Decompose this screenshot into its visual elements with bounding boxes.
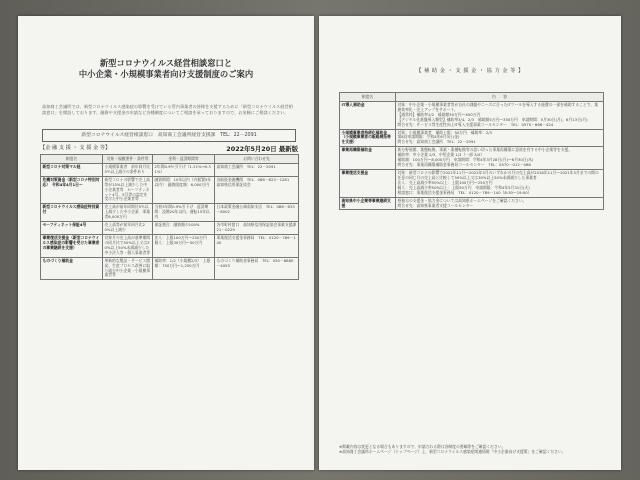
- table-header-row: [41, 155, 299, 164]
- table-cell: 対象：小規模事業者 補助上限：50万円 補助率：2/3 第8回申請期限：令和4年6月3日(金) 問合せ先：高知商工会議所 TEL：22－2091: [396, 129, 604, 147]
- header-cell: 制度名: [41, 155, 103, 164]
- program-name-cell: 新型コロナウイルス感染症特別貸付: [41, 204, 103, 222]
- table-cell: 融資期間：10年以内（内据置5年以内） 融資限度額：6,000万円: [153, 176, 215, 204]
- table-row: [41, 222, 299, 235]
- list-title-row: [40, 144, 298, 153]
- table-cell: 高知商工会議所 TEL：22－2091: [215, 163, 299, 176]
- flyer-title-line1: 新型コロナウイルス経営相談窓口と: [99, 58, 233, 68]
- program-name-cell: IT導入補助金: [340, 101, 396, 129]
- table-header-row: [340, 93, 604, 102]
- flyer-title-line2: 中小企業・小規模事業者向け支援制度のご案内: [78, 69, 254, 80]
- header-cell: 制度名: [340, 93, 396, 102]
- table-cell: 保証割合：融資額の100%: [153, 222, 215, 235]
- table-cell: 新分野展開、業態転換、事業・業種転換等の思い切った事業再構築に意欲を有する中小企業等を支援。 補助率：中小企業 2/3、中堅企業 1/2（一部 3/4） 補助額：100万円～8,000万円 申請期間：令和4年3月28日(月)～6月30日(木) 問合せ先：事業再構築補助金事務局コールセンター TEL：0570－012－088: [396, 147, 604, 170]
- header-cell: 内 容: [396, 93, 604, 102]
- header-cell: お問い合わせ先: [215, 155, 299, 164]
- program-name-cell: 小規模事業者持続化補助金（小規模事業者の販路開拓等を支援）: [340, 129, 396, 147]
- table-cell: 当初3年間0.9%引下げ 返済期間：設備20年以内、運転15年以内: [153, 204, 215, 222]
- table-cell: 法人：上限100万円～250万円 個人：上限30万円～50万円: [153, 234, 215, 257]
- subsidy-table: [339, 92, 604, 210]
- section-heading: 【金 融 支 援 ・ 支 援 金 等】: [40, 145, 111, 152]
- table-row: [340, 101, 604, 129]
- support-table: [40, 154, 299, 280]
- table-row: [340, 129, 604, 147]
- table-row: [41, 234, 299, 257]
- program-name-cell: 高知県中小企業等事業継続支援: [340, 197, 396, 210]
- flyer-title: [18, 58, 314, 80]
- table-cell: 対象：新型コロナの影響で2021年11月～2022年3月のいずれかの月の売上高が2018年11月～2021年3月までの間の任意の同じ月の売上高と比較して50%以上又は30%以上50%未満減少した事業者 法人：売上高減少率50%以上：上限100万円～250万円 個人：売上高減少率50%以上：上限50万円 申請期限：令和4年5月31日(火) 相談窓口：事業復活支援金事務局 TEL：0120－789－140（8:30～19:00）: [396, 169, 604, 197]
- table-cell: 各市町村窓口 高知県信用保証協会事業支援課 21－0229: [215, 222, 299, 235]
- table-cell: 新型コロナの影響で売上高等が15%以上減少した中小企業者等 セーフティネット4号、5号等の認定を受けた中小企業者等: [103, 176, 153, 204]
- table-cell: 革新的な製品・サービス開発、生産プロセス改善に取り組む中小企業・小規模事業者等: [103, 257, 153, 280]
- consultation-box: [42, 129, 296, 142]
- flyer-left-page: [18, 16, 314, 470]
- right-section-heading: 【 補 助 金 ・ 支 援 金 ・ 協 力 金 等 】: [416, 68, 524, 74]
- header-cell: 金利・返済期間等: [153, 155, 215, 164]
- table-cell: 日本政策金融公庫高知支店 TEL：086－833－8002: [215, 204, 299, 222]
- table-row: [41, 176, 299, 204]
- table-row: [41, 163, 299, 176]
- program-name-cell: セーフティネット保証4号: [41, 222, 103, 235]
- table-row: [41, 257, 299, 280]
- table-cell: ものづくり補助金事務局 TEL：050－8880－4053: [215, 257, 299, 280]
- table-cell: 2年間0.9％引下げ（1.21%→0.31%）: [153, 163, 215, 176]
- program-name-cell: ものづくり補助金: [41, 257, 103, 280]
- program-name-cell: 事業復活支援金: [340, 169, 396, 197]
- table-cell: 売上高等が前年同月比20%以上減少: [103, 222, 153, 235]
- table-cell: 売上高が前年同期比5％以上減少した中小企業 事業者6,000万円: [103, 204, 153, 222]
- consultation-box-text: 新型コロナウイルス経営相談窓口 高知商工会議所経営支援課 TEL：22－2091: [81, 132, 257, 138]
- table-cell: 対象：中小企業・小規模事業者等が自社の課題やニーズに合ったITツールを導入する経費の一部を補助することで、業務効率化・売上アップをサポート。 【通常枠】補助率1/2 補助額30万円～450万円 【デジタル化基盤導入類型】補助率3/4、2/3 補助額5万円～350万円 申請期間：5月30日(月)、6月13日(月) 問合せ先：サービス等生産性向上IT導入支援事業コールセンター TEL：0570－666－424: [396, 101, 604, 129]
- flyer-right-page: [319, 16, 621, 470]
- table-cell: 小規模事業者 前年同月比5％以上減少の条件あり: [103, 163, 153, 176]
- program-name-cell: 新型コロナ対策マル経: [41, 163, 103, 176]
- intro-paragraph: 高知商工会議所では、新型コロナウイルス感染症の影響を受けている管内事業者の皆様を支援するために「新型コロナウイルス経営相談窓口」を開設しております。融資や支援金の申請など各種制度についてご相談を承っておりますので、お気軽にご相談ください。: [42, 104, 293, 115]
- table-row: [340, 147, 604, 170]
- program-name-cell: 危機対策資金（新型コロナ特別対応） 令和4年4月1日～: [41, 176, 103, 204]
- table-cell: 事業復活支援金事務局 TEL：0120－789－140: [215, 234, 299, 257]
- table-cell: 補助率：1/2（小規模2/3） 上限額：750万円～1,250万円: [153, 257, 215, 280]
- table-cell: 各取扱金融機関 TEL：088－823－1281 高知県信用保証協会: [215, 176, 299, 204]
- footnotes: ※掲載内容は変更となる場合もありますので、申請される際は各制度の要綱等をご確認ください。 ※高知商工会議所ホームページ（トップページ）上、新型コロナウイルス感染症関連情報「中小企業向け支援策」をご確認ください。: [339, 444, 566, 455]
- table-row: [340, 197, 604, 210]
- table-row: [41, 204, 299, 222]
- table-row: [340, 169, 604, 197]
- program-name-cell: 事業復活支援金（新型コロナウイルス感染症の影響を受けた事業者の事業継続を支援）: [41, 234, 103, 257]
- table-cell: 県独自の支援金・協力金については高知県ホームページをご確認ください。 問合せ先：高知県事業者支援コールセンター: [396, 197, 604, 210]
- table-cell: 対象月の売上高が基準期間の同月比で50%以上又は30%以上50%未満減少した中小法人等・個人事業者等: [103, 234, 153, 257]
- program-name-cell: 事業再構築補助金: [340, 147, 396, 170]
- edition-date: 2022年5月20日 最新版: [226, 144, 298, 153]
- header-cell: 対象・規模要件・条件等: [103, 155, 153, 164]
